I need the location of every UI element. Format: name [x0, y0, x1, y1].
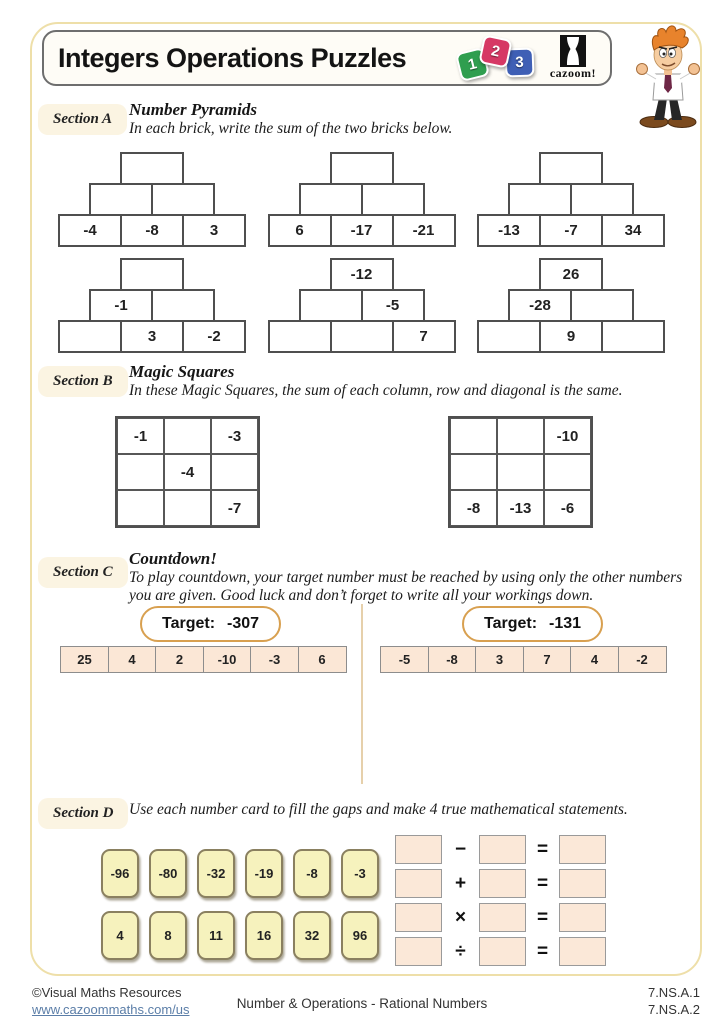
- target-value: -131: [549, 615, 582, 632]
- website-link[interactable]: www.cazoommaths.com/us: [32, 1002, 190, 1017]
- number-pyramid-5: [268, 258, 456, 353]
- pyramid-cell[interactable]: [570, 183, 634, 216]
- worksheet-title-box: [42, 30, 612, 86]
- cazoom-logo-text: cazoom!: [549, 66, 596, 80]
- number-card: -80: [149, 849, 187, 898]
- pyramid-cell[interactable]: -12: [330, 258, 394, 291]
- magic-square-cell[interactable]: [164, 418, 211, 454]
- multiply-operator: ×: [454, 907, 467, 928]
- magic-square-cell[interactable]: -4: [164, 454, 211, 490]
- equation-operand-box[interactable]: [395, 835, 442, 864]
- section-d-description: Use each number card to fill the gaps and make 4 true mathematical statements.: [129, 801, 628, 818]
- pyramid-cell[interactable]: -5: [361, 289, 425, 322]
- footer-standards: [648, 984, 700, 1018]
- pyramid-cell[interactable]: [601, 320, 665, 353]
- equation-result-box[interactable]: [559, 937, 606, 966]
- pyramid-row-1: [58, 152, 665, 247]
- countdown-number-strip-2: [380, 646, 667, 673]
- pyramid-cell[interactable]: 26: [539, 258, 603, 291]
- equation-operand-box[interactable]: [479, 937, 526, 966]
- equation-grid: [395, 835, 606, 966]
- pyramid-cell[interactable]: -4: [58, 214, 122, 247]
- section-c-description-line1: To play countdown, your target number must be reached by using only the other numbers: [129, 569, 683, 586]
- magic-square-cell[interactable]: -10: [544, 418, 591, 454]
- magic-square-cell[interactable]: [497, 454, 544, 490]
- divide-operator: ÷: [455, 941, 466, 962]
- pyramid-cell[interactable]: [151, 289, 215, 322]
- magic-square-1: [115, 416, 260, 528]
- countdown-number: 25: [60, 646, 109, 673]
- equals-sign: =: [536, 839, 549, 860]
- countdown-number: 3: [475, 646, 524, 673]
- pyramid-cell[interactable]: [299, 183, 363, 216]
- target-value: -307: [227, 615, 260, 632]
- pyramid-cell[interactable]: -21: [392, 214, 456, 247]
- section-b-description: In these Magic Squares, the sum of each column, row and diagonal is the same.: [129, 382, 623, 399]
- equation-operand-box[interactable]: [479, 903, 526, 932]
- countdown-number: 7: [523, 646, 572, 673]
- pyramid-cell[interactable]: [539, 152, 603, 185]
- pyramid-cell[interactable]: [330, 320, 394, 353]
- pyramid-cell[interactable]: 9: [539, 320, 603, 353]
- pyramid-cell[interactable]: -7: [539, 214, 603, 247]
- section-c-label: Section C: [38, 557, 128, 588]
- page-title: Integers Operations Puzzles: [58, 42, 407, 73]
- standard-code-1: 7.NS.A.1: [647, 985, 700, 1000]
- copyright-text: ©Visual Maths Resources: [32, 985, 182, 1000]
- countdown-number: 2: [155, 646, 204, 673]
- section-c-heading: Countdown!: [129, 549, 217, 568]
- equation-result-box[interactable]: [559, 869, 606, 898]
- number-2-tile-icon: 2: [478, 34, 512, 68]
- card-row-1: [101, 849, 379, 898]
- countdown-number: 6: [298, 646, 347, 673]
- number-1-tile-icon: 1: [455, 46, 490, 81]
- number-card: 4: [101, 911, 139, 960]
- magic-square-cell[interactable]: [544, 454, 591, 490]
- equation-operand-box[interactable]: [395, 869, 442, 898]
- countdown-number: 4: [108, 646, 157, 673]
- pyramid-cell[interactable]: [477, 320, 541, 353]
- magic-square-cell[interactable]: -3: [211, 418, 258, 454]
- minus-operator: −: [454, 839, 467, 860]
- section-d-label: Section D: [38, 798, 128, 829]
- pyramid-cell[interactable]: [120, 152, 184, 185]
- footer-topic: Number & Operations - Rational Numbers: [236, 996, 488, 1011]
- magic-square-cell[interactable]: [450, 418, 497, 454]
- card-row-2: [101, 911, 379, 960]
- magic-square-cell[interactable]: [211, 454, 258, 490]
- number-pyramid-1: [58, 152, 246, 247]
- section-a-heading: Number Pyramids: [129, 100, 257, 119]
- number-card: 32: [293, 911, 331, 960]
- pyramid-cell[interactable]: [268, 320, 332, 353]
- number-card: 8: [149, 911, 187, 960]
- equation-result-box[interactable]: [559, 903, 606, 932]
- magic-square-cell[interactable]: [164, 490, 211, 526]
- magic-square-cell[interactable]: [497, 418, 544, 454]
- magic-square-cell[interactable]: [117, 490, 164, 526]
- numbers-123-icon: [458, 41, 534, 74]
- pyramid-cell[interactable]: 34: [601, 214, 665, 247]
- pyramid-cell[interactable]: [151, 183, 215, 216]
- number-pyramid-4: [58, 258, 246, 353]
- countdown-number: -8: [428, 646, 477, 673]
- pyramid-cell[interactable]: [120, 258, 184, 291]
- magic-square-cell[interactable]: -6: [544, 490, 591, 526]
- magic-square-cell[interactable]: -13: [497, 490, 544, 526]
- pyramid-cell[interactable]: [58, 320, 122, 353]
- number-card: 16: [245, 911, 283, 960]
- countdown-number: -10: [203, 646, 252, 673]
- target-box-1: [140, 606, 281, 642]
- number-card: 96: [341, 911, 379, 960]
- countdown-number: -3: [250, 646, 299, 673]
- equation-operand-box[interactable]: [479, 835, 526, 864]
- number-card: 11: [197, 911, 235, 960]
- magic-square-cell[interactable]: [117, 454, 164, 490]
- countdown-divider: [361, 604, 363, 784]
- cazoom-logo: [550, 35, 596, 81]
- mascot-character-icon: [618, 22, 718, 135]
- pyramid-cell[interactable]: 7: [392, 320, 456, 353]
- equals-sign: =: [536, 941, 549, 962]
- pyramid-cell[interactable]: -1: [89, 289, 153, 322]
- pyramid-cell[interactable]: -2: [182, 320, 246, 353]
- pyramid-row-2: [58, 258, 665, 353]
- equals-sign: =: [536, 907, 549, 928]
- pyramid-cell[interactable]: -13: [477, 214, 541, 247]
- number-pyramid-6: [477, 258, 665, 353]
- target-label: Target:: [484, 615, 538, 632]
- plus-operator: +: [454, 873, 467, 894]
- pyramid-cell[interactable]: 6: [268, 214, 332, 247]
- standard-code-2: 7.NS.A.2: [647, 1002, 700, 1017]
- pyramid-cell[interactable]: [89, 183, 153, 216]
- pyramid-cell[interactable]: [570, 289, 634, 322]
- section-b-heading: Magic Squares: [129, 362, 235, 381]
- number-card: -19: [245, 849, 283, 898]
- pyramid-cell[interactable]: -17: [330, 214, 394, 247]
- number-card-deck: [101, 849, 379, 960]
- section-a-description: In each brick, write the sum of the two bricks below.: [129, 120, 453, 137]
- equation-result-box[interactable]: [559, 835, 606, 864]
- number-card: -3: [341, 849, 379, 898]
- countdown-number: -5: [380, 646, 429, 673]
- number-card: -8: [293, 849, 331, 898]
- countdown-number-strip-1: [60, 646, 347, 673]
- cazoom-glass-icon: [560, 35, 586, 67]
- target-box-2: [462, 606, 603, 642]
- pyramid-cell[interactable]: -8: [120, 214, 184, 247]
- pyramid-cell[interactable]: [508, 183, 572, 216]
- equation-operand-box[interactable]: [395, 937, 442, 966]
- pyramid-cell[interactable]: 3: [120, 320, 184, 353]
- equation-operand-box[interactable]: [479, 869, 526, 898]
- countdown-number: 4: [570, 646, 619, 673]
- magic-square-cell[interactable]: [450, 454, 497, 490]
- magic-square-cell[interactable]: -8: [450, 490, 497, 526]
- magic-square-cell[interactable]: -7: [211, 490, 258, 526]
- section-c-description-line2: you are given. Good luck and don’t forget to write all your workings down.: [129, 587, 594, 604]
- target-label: Target:: [162, 615, 216, 632]
- equals-sign: =: [536, 873, 549, 894]
- number-card: -96: [101, 849, 139, 898]
- pyramid-cell[interactable]: [330, 152, 394, 185]
- pyramid-cell[interactable]: [361, 183, 425, 216]
- number-card: -32: [197, 849, 235, 898]
- section-b-label: Section B: [38, 366, 128, 397]
- countdown-number: -2: [618, 646, 667, 673]
- section-a-label: Section A: [38, 104, 127, 135]
- number-pyramid-2: [268, 152, 456, 247]
- magic-square-cell[interactable]: -1: [117, 418, 164, 454]
- pyramid-cell[interactable]: 3: [182, 214, 246, 247]
- number-3-tile-icon: 3: [504, 47, 534, 77]
- magic-square-2: [448, 416, 593, 528]
- pyramid-cell[interactable]: [299, 289, 363, 322]
- equation-operand-box[interactable]: [395, 903, 442, 932]
- number-pyramid-3: [477, 152, 665, 247]
- pyramid-cell[interactable]: -28: [508, 289, 572, 322]
